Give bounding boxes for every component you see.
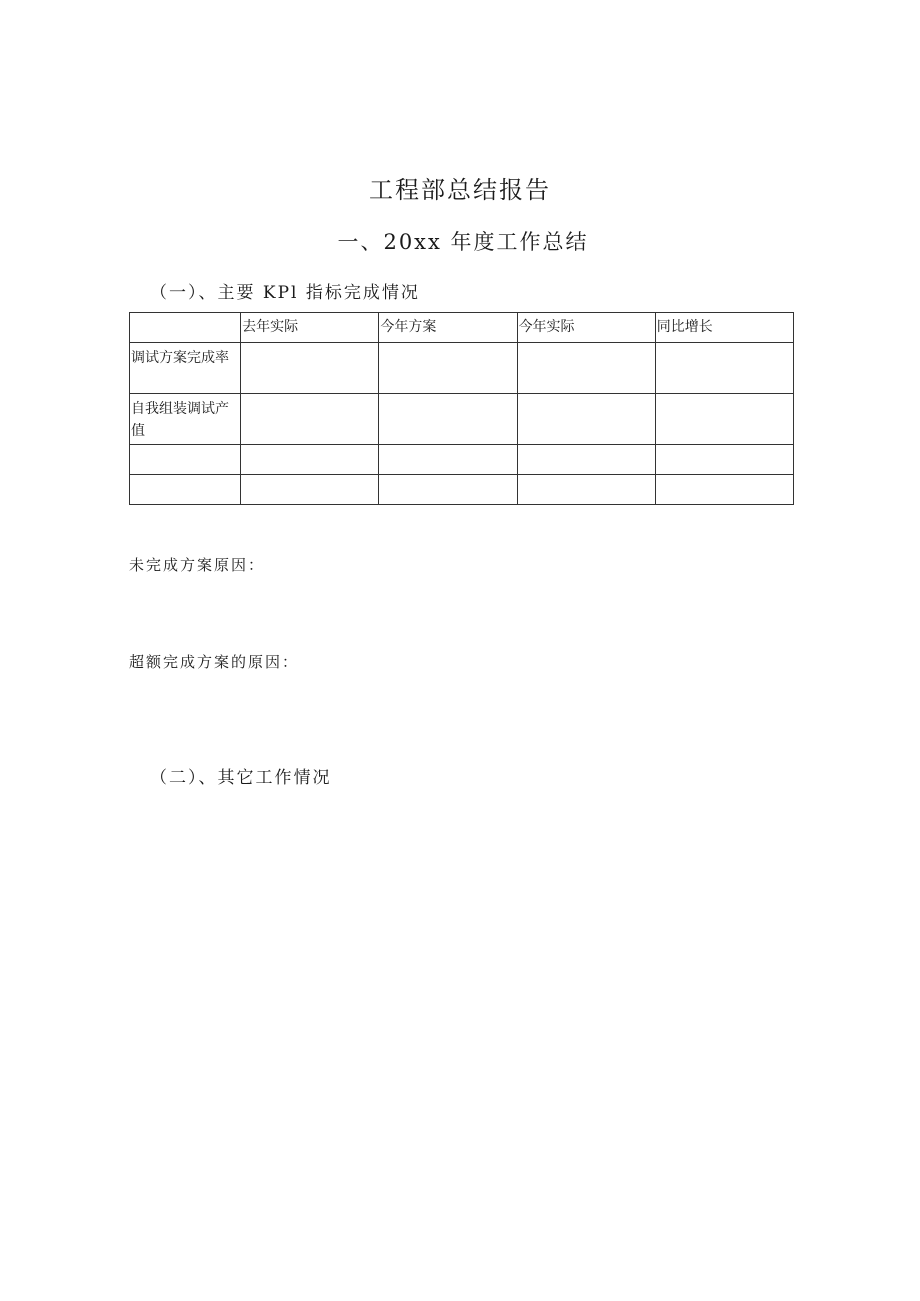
table-cell bbox=[241, 445, 379, 475]
table-cell bbox=[517, 394, 655, 445]
table-cell bbox=[241, 343, 379, 394]
table-header-cell: 今年方案 bbox=[379, 313, 517, 343]
section-other-work-heading: （二）、其它工作情况 bbox=[150, 768, 332, 788]
table-row bbox=[130, 445, 794, 475]
table-cell bbox=[241, 475, 379, 505]
kpi-table bbox=[129, 312, 794, 505]
table-cell bbox=[655, 475, 793, 505]
table-cell bbox=[379, 343, 517, 394]
report-subtitle: 一、20xx 年度工作总结 bbox=[337, 230, 589, 254]
table-row bbox=[130, 394, 794, 445]
table-row bbox=[130, 475, 794, 505]
table-cell bbox=[517, 445, 655, 475]
table-cell bbox=[379, 445, 517, 475]
table-cell bbox=[379, 475, 517, 505]
table-row bbox=[130, 343, 794, 394]
table-header-cell bbox=[130, 313, 241, 343]
table-cell bbox=[379, 394, 517, 445]
table-header-row bbox=[130, 313, 794, 343]
table-cell bbox=[655, 445, 793, 475]
report-title: 工程部总结报告 bbox=[369, 176, 551, 204]
table-cell bbox=[241, 394, 379, 445]
table-cell bbox=[655, 343, 793, 394]
table-header-cell: 同比增长 bbox=[655, 313, 793, 343]
section-kpi-heading: （一）、主要 KPl 指标完成情况 bbox=[150, 283, 420, 303]
table-header-cell: 去年实际 bbox=[241, 313, 379, 343]
table-cell bbox=[517, 475, 655, 505]
table-header-cell: 今年实际 bbox=[517, 313, 655, 343]
table-row-label bbox=[130, 475, 241, 505]
table-row-label bbox=[130, 445, 241, 475]
table-cell bbox=[517, 343, 655, 394]
unfinished-reason-label: 未完成方案原因： bbox=[129, 556, 266, 574]
exceeded-reason-label: 超额完成方案的原因： bbox=[129, 653, 300, 671]
table-row-label: 自我组装调试产值 bbox=[130, 394, 241, 445]
table-cell bbox=[655, 394, 793, 445]
table-row-label: 调试方案完成率 bbox=[130, 343, 241, 394]
